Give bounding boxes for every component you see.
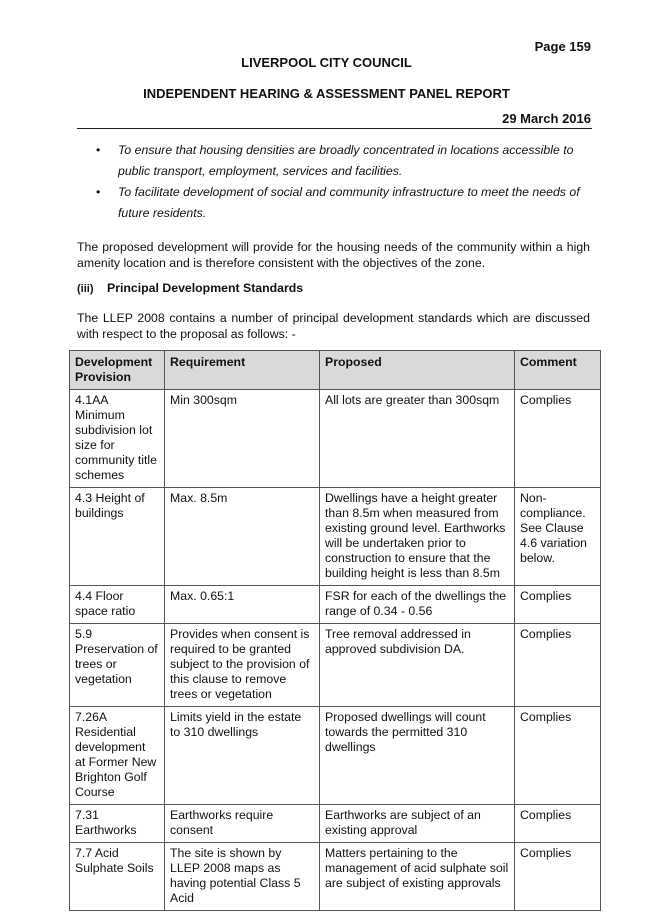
table-cell: The site is shown by LLEP 2008 maps as having potential Class 5 Acid (165, 843, 320, 911)
list-item-text: To ensure that housing densities are broadly concentrated in locations accessible to public transport, employment, services and facilities. (118, 143, 574, 178)
table-cell: Complies (515, 805, 601, 843)
table-cell: Non-compliance. See Clause 4.6 variation below. (515, 488, 601, 586)
table-cell: 4.4 Floor space ratio (70, 586, 165, 624)
table-cell: Max. 0.65:1 (165, 586, 320, 624)
bullet-icon: • (96, 185, 101, 199)
table-row (70, 586, 601, 624)
column-header: Development Provision (70, 351, 165, 390)
table-cell: Min 300sqm (165, 390, 320, 488)
body-paragraph: The LLEP 2008 contains a number of principal development standards which are discussed with respect to the proposal as follows: - (77, 311, 590, 341)
table-cell: FSR for each of the dwellings the range of 0.34 - 0.56 (320, 586, 515, 624)
table-row (70, 390, 601, 488)
table-header-row (70, 351, 601, 390)
list-item-text: To facilitate development of social and community infrastructure to meet the needs of future residents. (118, 185, 580, 220)
table-cell: Complies (515, 586, 601, 624)
table-cell: Earthworks require consent (165, 805, 320, 843)
table-cell: Provides when consent is required to be granted subject to the provision of this clause to remove trees or vegetation (165, 624, 320, 707)
table-row (70, 707, 601, 805)
table-cell: Limits yield in the estate to 310 dwellings (165, 707, 320, 805)
header-rule (77, 128, 592, 129)
table-cell: 7.31 Earthworks (70, 805, 165, 843)
table-cell: 5.9 Preservation of trees or vegetation (70, 624, 165, 707)
table-cell: All lots are greater than 300sqm (320, 390, 515, 488)
table-row (70, 843, 601, 911)
table-cell: Proposed dwellings will count towards the permitted 310 dwellings (320, 707, 515, 805)
table-row (70, 488, 601, 586)
council-name: LIVERPOOL CITY COUNCIL (241, 55, 412, 70)
objective-list (90, 140, 590, 224)
report-title: INDEPENDENT HEARING & ASSESSMENT PANEL REPORT (143, 86, 510, 101)
page-number: Page 159 (534, 39, 591, 54)
list-item (90, 182, 590, 224)
column-header: Comment (515, 351, 601, 390)
section-heading (77, 281, 303, 295)
table-row (70, 624, 601, 707)
report-date: 29 March 2016 (502, 111, 591, 126)
table-cell: Complies (515, 624, 601, 707)
table-cell: Matters pertaining to the management of acid sulphate soil are subject of existing approvals (320, 843, 515, 911)
development-standards-table (69, 350, 601, 911)
column-header: Proposed (320, 351, 515, 390)
table-cell: Complies (515, 843, 601, 911)
section-title: Principal Development Standards (107, 281, 304, 295)
table-cell: Dwellings have a height greater than 8.5m when measured from existing ground level. Earthworks will be undertaken prior to construction to ensure that the building height is less than 8.5m (320, 488, 515, 586)
column-header: Requirement (165, 351, 320, 390)
table-cell: 4.3 Height of buildings (70, 488, 165, 586)
body-paragraph: The proposed development will provide for the housing needs of the community within a high amenity location and is therefore consistent with the objectives of the zone. (77, 240, 590, 270)
section-number: (iii) (77, 283, 94, 295)
table-cell: 7.7 Acid Sulphate Soils (70, 843, 165, 911)
table-row (70, 805, 601, 843)
table-cell: 4.1AA Minimum subdivision lot size for community title schemes (70, 390, 165, 488)
table-cell: 7.26A Residential development at Former New Brighton Golf Course (70, 707, 165, 805)
bullet-icon: • (96, 143, 101, 157)
table-cell: Max. 8.5m (165, 488, 320, 586)
table-cell: Complies (515, 707, 601, 805)
list-item (90, 140, 590, 182)
table-cell: Tree removal addressed in approved subdivision DA. (320, 624, 515, 707)
table-cell: Complies (515, 390, 601, 488)
table-cell: Earthworks are subject of an existing approval (320, 805, 515, 843)
